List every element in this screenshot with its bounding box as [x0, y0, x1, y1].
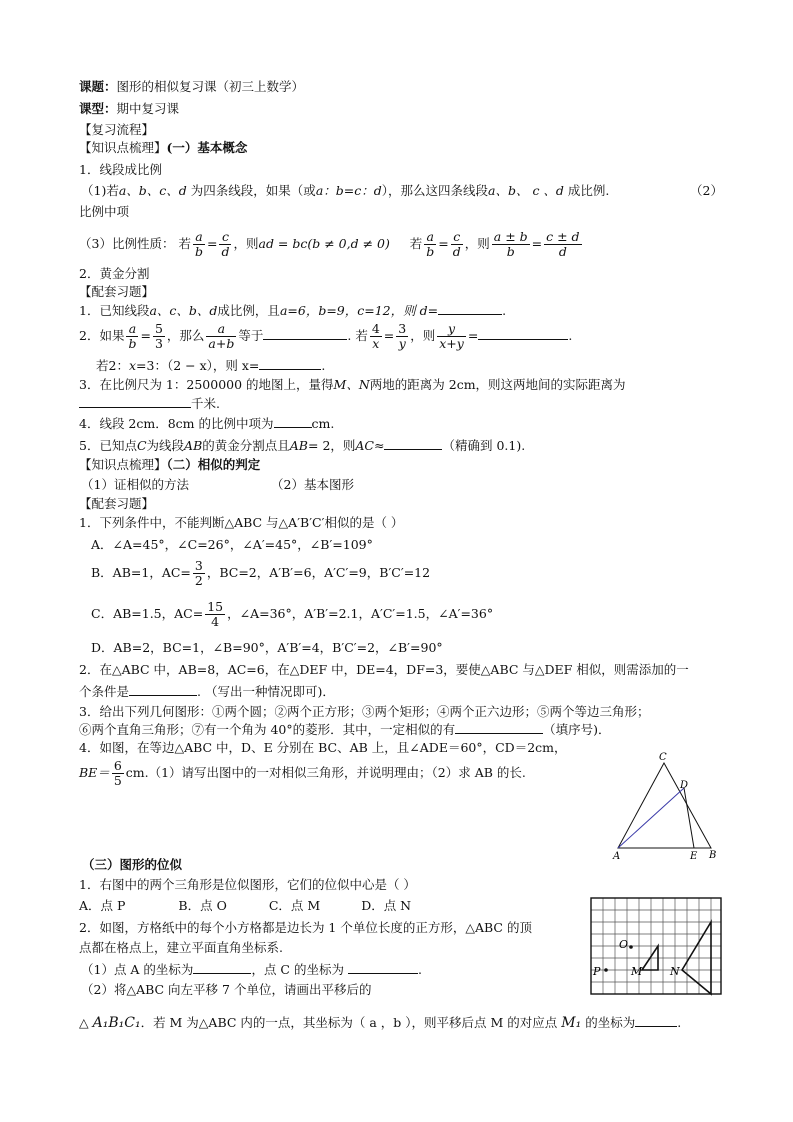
- point-o: [629, 945, 633, 949]
- flow-heading: 【复习流程】: [79, 122, 155, 137]
- t: B．AB=1，AC=: [91, 565, 191, 580]
- t: a: [126, 322, 138, 337]
- t: . 若: [347, 328, 368, 343]
- s2-ex-heading: 【配套习题】: [79, 496, 155, 511]
- t: . （写出一种情况即可)．: [197, 684, 335, 699]
- s1-item1-text: [81, 183, 609, 199]
- t: y: [398, 336, 406, 351]
- ex1-q4: [79, 415, 334, 432]
- s3-q2e: [79, 1014, 681, 1031]
- t: （1)若: [81, 183, 119, 198]
- t: 的黄金分割点且: [202, 438, 290, 453]
- topic-line: [79, 79, 304, 95]
- t: M、N: [333, 377, 370, 392]
- frac: [370, 322, 382, 351]
- label-d: D: [680, 780, 689, 791]
- frac: [205, 600, 225, 629]
- s3-q1: 1．右图中的两个三角形是位似图形，它们的位似中心是（ ）: [79, 877, 416, 892]
- s2-q4a: 4．如图，在等边△ABC 中，D、E 分别在 BC、AB 上，且∠ADE＝60°，CD＝2cm，: [79, 740, 567, 755]
- answer-blank[interactable]: [274, 415, 312, 428]
- t: y: [437, 322, 466, 337]
- option-a: A．点 P: [79, 898, 126, 913]
- frac: [153, 322, 165, 351]
- t: 为四条线段，如果（或: [190, 183, 316, 198]
- frac: [492, 230, 530, 259]
- t: ，那么: [166, 328, 205, 343]
- t: ad = bc(b ≠ 0,d ≠ 0): [258, 236, 390, 251]
- t: a、b、c、d: [118, 183, 187, 198]
- t: （1）点 A 的坐标为: [81, 962, 194, 977]
- s2-q2a: 2．在△ABC 中，AB=8，AC=6，在△DEF 中，DE=4，DF=3，要使△ABC 与△DEF 相似，则需添加的一: [79, 662, 689, 677]
- t: a=6，b=9，c=12，则 d=: [279, 303, 439, 318]
- t: ，∠A=36°，A′B′=2.1，A′C′=1.5，∠A′=36°: [227, 606, 494, 621]
- t: a：b=c：d: [315, 183, 382, 198]
- t: 4．线段 2cm．8cm 的比例中项为: [79, 416, 274, 431]
- ex1-q1: [79, 302, 506, 319]
- label-p: P: [593, 965, 601, 978]
- t: （二）相似的判定: [166, 457, 261, 472]
- s3-heading: （三）图形的位似: [82, 857, 183, 872]
- t: =3：（2 − x），则 x=: [136, 358, 260, 373]
- type-label: 课型：: [79, 101, 117, 116]
- ex1-q5: [79, 437, 525, 454]
- t: 【知识点梳理】: [79, 457, 167, 472]
- t: c ± d: [546, 229, 580, 244]
- t: AB: [289, 438, 308, 453]
- t: 的坐标为: [585, 1015, 636, 1030]
- t: AC: [355, 438, 374, 453]
- t: 若: [409, 236, 423, 251]
- s2-sub2: （2）基本图形: [271, 477, 354, 492]
- t: （填序号)．: [543, 722, 611, 737]
- s3-q2c: [81, 961, 422, 978]
- ex1-q3-cont: [79, 395, 220, 412]
- frac: [126, 322, 138, 351]
- t: .: [502, 303, 507, 318]
- s1-item1: 1．线段成比例: [79, 162, 162, 177]
- t: 5: [154, 321, 163, 336]
- t: a: [193, 230, 205, 245]
- t: 5．已知点: [79, 438, 137, 453]
- frac: [219, 230, 231, 259]
- t: ，则: [410, 328, 436, 343]
- t: ≈: [374, 438, 385, 453]
- s2-q2b: [79, 683, 335, 700]
- t: 两地的距离为 2cm，则这两地间的实际距离为: [369, 377, 626, 392]
- s2-optC: [91, 598, 493, 630]
- t: 3: [194, 558, 203, 573]
- t: c: [219, 230, 231, 245]
- t: d: [221, 244, 230, 259]
- t: a: [424, 230, 436, 245]
- t: ，点 C 的坐标为: [251, 962, 344, 977]
- t: 3: [154, 336, 163, 351]
- answer-blank[interactable]: [455, 721, 543, 734]
- frac: [451, 230, 463, 259]
- t: .: [568, 328, 573, 343]
- t: C: [136, 438, 147, 453]
- segment-de: [684, 788, 694, 848]
- s2-optB: [91, 557, 430, 589]
- frac: [193, 230, 205, 259]
- t: ），那么这四条线段: [381, 183, 489, 198]
- t: d: [452, 244, 461, 259]
- option-c: C．点 M: [268, 898, 321, 913]
- topic-text: 图形的相似复习课（初三上数学）: [116, 79, 305, 94]
- type-line: [79, 101, 179, 117]
- label-o: O: [619, 938, 629, 951]
- label-a: A: [613, 851, 621, 862]
- frac: [544, 230, 581, 259]
- t: =: [467, 328, 479, 343]
- t: 个条件是: [79, 684, 130, 699]
- frac: [437, 322, 466, 351]
- s2-optA: A．∠A=45°，∠C=26°，∠A′=45°，∠B′=109°: [91, 537, 373, 552]
- t: .: [417, 962, 422, 977]
- point-p: [604, 968, 608, 972]
- t: （3）比例性质：: [79, 236, 175, 251]
- t: 为线段: [146, 438, 185, 453]
- label-n: N: [670, 965, 680, 978]
- ex1-q3: [79, 377, 626, 393]
- frac: [193, 559, 205, 588]
- answer-blank[interactable]: [478, 327, 568, 340]
- t: 若: [178, 236, 191, 251]
- answer-blank[interactable]: [79, 395, 191, 408]
- option-d: D．点 N: [361, 898, 412, 913]
- s2-heading: [79, 457, 260, 473]
- t: 成比例.: [567, 183, 610, 198]
- t: x: [372, 336, 380, 351]
- equilateral-triangle-figure: [608, 748, 728, 863]
- t: △: [79, 1015, 89, 1030]
- s1-item1-right: （2）: [690, 183, 723, 198]
- t: cm.（1）请写出图中的一对相似三角形，并说明理由；（2）求 AB 的长.: [125, 765, 526, 780]
- s2-q3b: [79, 721, 611, 738]
- t: cm.: [311, 416, 335, 431]
- s3-q1-options: [79, 898, 411, 914]
- s3-q2d: （2）将△ABC 向左平移 7 个单位，请画出平移后的: [81, 982, 372, 997]
- t: b: [426, 244, 435, 259]
- t: =: [140, 328, 151, 343]
- t: .: [677, 1015, 682, 1030]
- s3-q2a: 2．如图，方格纸中的每个小方格都是边长为 1 个单位长度的正方形，△ABC 的顶: [79, 920, 532, 935]
- answer-blank[interactable]: [259, 357, 321, 370]
- t: 2．如果: [79, 328, 125, 343]
- t: 千米.: [191, 396, 220, 411]
- t: a+b: [208, 336, 235, 351]
- s1-heading-bold: (一）基本概念: [166, 140, 248, 155]
- s1-item2: 比例中项: [79, 204, 130, 219]
- s3-q2b: 点都在格点上，建立平面直角坐标系.: [79, 940, 283, 955]
- answer-blank[interactable]: [438, 302, 502, 315]
- grid-lines: [591, 898, 721, 994]
- t: a ± b: [493, 229, 528, 244]
- s2-q3a: 3．给出下列几何图形：①两个圆；②两个正方形；③两个矩形；④两个正六边形；⑤两个等边三角形；: [79, 704, 650, 719]
- t: b: [194, 244, 203, 259]
- s1-item4: 2．黄金分割: [79, 266, 150, 281]
- t: AB: [184, 438, 203, 453]
- t: ，则: [464, 236, 490, 251]
- s2-optD: D．AB=2，BC=1，∠B=90°，A′B′=4，B′C′=2，∠B′=90°: [91, 640, 443, 655]
- frac: [396, 322, 408, 351]
- answer-blank[interactable]: [635, 1014, 677, 1027]
- t: 5: [113, 773, 122, 788]
- t: = 2，则: [308, 438, 356, 453]
- t: a、c、b、d: [149, 303, 218, 318]
- frac: [206, 322, 236, 351]
- ex1-q2b: [96, 357, 325, 374]
- type-text: 期中复习课: [116, 101, 180, 116]
- t: 若2：: [96, 358, 129, 373]
- s1-heading-bracket: 【知识点梳理】: [79, 140, 167, 155]
- t: 15: [207, 599, 224, 614]
- t: a、b、 c 、d: [488, 183, 564, 198]
- answer-blank[interactable]: [263, 327, 347, 340]
- option-b: B．点 O: [178, 898, 227, 913]
- frac: [424, 230, 436, 259]
- t: ，BC=2，A′B′=6，A′C′=9，B′C′=12: [206, 565, 431, 580]
- t: x: [128, 358, 137, 373]
- t: M₁: [561, 1015, 582, 1031]
- label-e: E: [690, 851, 698, 862]
- t: 4: [371, 321, 380, 336]
- s1-heading: [79, 140, 247, 156]
- answer-blank[interactable]: [193, 961, 251, 974]
- t: 成比例，且: [217, 303, 280, 318]
- ex1-heading: 【配套习题】: [79, 284, 155, 299]
- t: （精确到 0.1).: [442, 438, 526, 453]
- t: x+y: [439, 336, 464, 351]
- t: A₁B₁C₁: [92, 1015, 141, 1031]
- t: 4: [211, 614, 220, 629]
- t: ，则: [233, 236, 259, 251]
- t: a: [206, 322, 236, 337]
- homothety-grid-figure: [590, 897, 725, 997]
- t: ．若 M 为△ABC 内的一点，其坐标为（ a ，b ），则平移后点 M 的对应点: [140, 1015, 558, 1030]
- t: 2: [194, 573, 203, 588]
- label-b: B: [709, 850, 717, 861]
- t: b: [128, 336, 137, 351]
- s2-q4b: [79, 757, 526, 789]
- segment-ad: [618, 788, 684, 848]
- t: 1．已知线段: [79, 303, 150, 318]
- t: .: [321, 358, 326, 373]
- t: 3: [398, 321, 407, 336]
- t: BE＝: [79, 765, 110, 780]
- t: d: [558, 244, 567, 259]
- answer-blank[interactable]: [348, 961, 418, 974]
- answer-blank[interactable]: [384, 437, 442, 450]
- t: b: [506, 244, 515, 259]
- s2-sub1: （1）证相似的方法: [81, 477, 189, 492]
- topic-label: 课题：: [79, 79, 117, 94]
- t: C．AB=1.5，AC=: [91, 606, 204, 621]
- label-m: M: [631, 965, 643, 978]
- s1-item3: （3）比例性质： 若 $\frac{a}{b}$ = $\frac{c}{d}$ ，则ad = bc(b ≠ 0,d ≠ 0) 若 $\frac{a}{b}$ = $\frac{c}{d}$ ，则 $\frac{a \pm b}{b}$ = $\frac{c \pm d}{d}$: [79, 229, 580, 259]
- t: 等于: [238, 328, 264, 343]
- answer-blank[interactable]: [129, 683, 197, 696]
- t: 3．在比例尺为 1：2500000 的地图上，量得: [79, 377, 334, 392]
- t: c: [451, 230, 463, 245]
- t: ⑥两个直角三角形；⑦有一个角为 40°的菱形．其中，一定相似的有: [79, 722, 456, 737]
- t: 6: [113, 758, 122, 773]
- label-c: C: [659, 752, 667, 763]
- frac: [112, 759, 124, 788]
- ex1-q2: 2．如果 $\frac{a}{b}$ = $\frac{5}{3}$ ，那么 $\frac{a}{a+b}$ 等于 . 若 $\frac{4}{x}$ = $\frac{3}{y}$ ，则 $\frac{y}{x+y}$ = .: [79, 321, 573, 351]
- s2-q1: 1．下列条件中，不能判断△ABC 与△A′B′C′相似的是（ ）: [79, 515, 404, 530]
